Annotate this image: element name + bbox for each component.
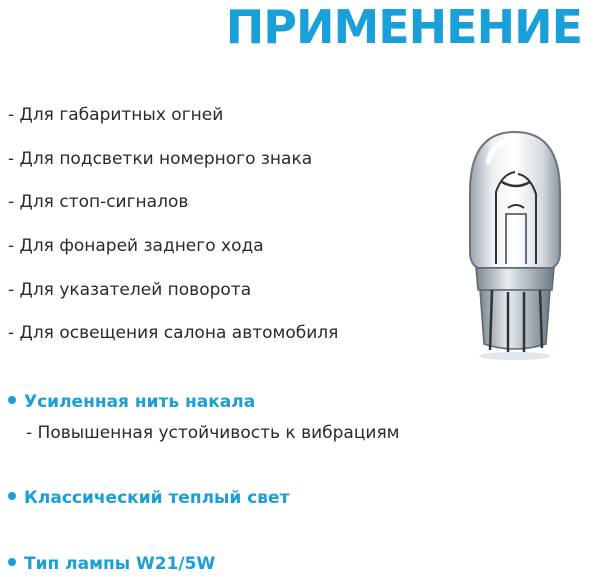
bulb-image [430, 122, 590, 362]
bullet-icon [8, 396, 16, 404]
usage-item: - Для указателей поворота [8, 280, 252, 300]
bullet-icon [8, 558, 16, 566]
bullet-icon [8, 492, 16, 500]
feature-lamp-type [8, 553, 215, 575]
usage-item: - Для стоп-сигналов [8, 192, 189, 212]
page-title: ПРИМЕНЕНИЕ [225, 0, 582, 54]
usage-item: - Для габаритных огней [8, 105, 224, 125]
feature-label: Усиленная нить накала [24, 392, 256, 412]
feature-light [8, 487, 289, 509]
usage-item: - Для фонарей заднего хода [8, 236, 264, 256]
bulb-glass [470, 132, 560, 268]
usage-item: - Для подсветки номерного знака [8, 149, 313, 169]
usage-item: - Для освещения салона автомобиля [8, 323, 339, 343]
feature-filament [8, 391, 255, 413]
feature-label: Тип лампы W21/5W [24, 554, 216, 574]
feature-filament-detail: - Повышенная устойчивость к вибрациям [26, 423, 400, 443]
feature-label: Классический теплый свет [24, 488, 290, 508]
